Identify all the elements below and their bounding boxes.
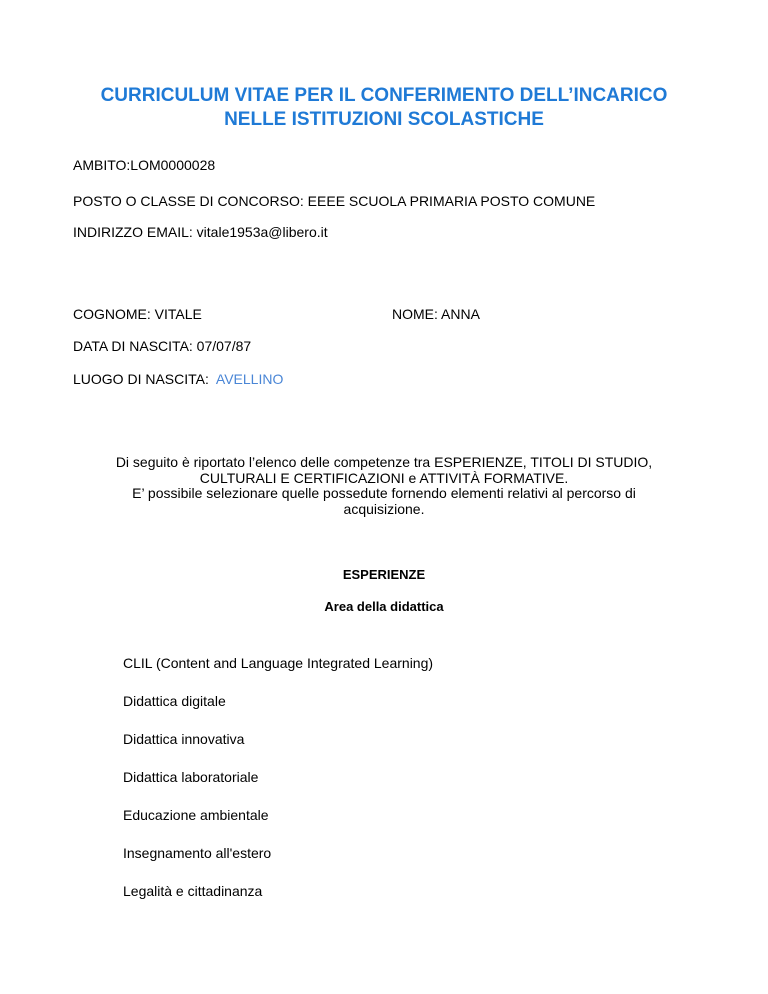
list-item: Insegnamento all'estero [123, 845, 272, 861]
document-title [0, 84, 768, 132]
intro-line-1: Di seguito è riportato l’elenco delle competenze tra ESPERIENZE, TITOLI DI STUDIO, [115, 454, 653, 470]
email-field: INDIRIZZO EMAIL: vitale1953a@libero.it [73, 224, 328, 240]
intro-paragraph [40, 455, 728, 517]
list-item: Didattica laboratoriale [123, 769, 259, 785]
luogo-nascita-field [73, 371, 283, 388]
list-item: CLIL (Content and Language Integrated Learning) [123, 655, 434, 671]
list-item: Educazione ambientale [123, 807, 269, 823]
ambito-field: AMBITO:LOM0000028 [73, 157, 216, 173]
competenze-list [123, 655, 433, 921]
cognome-field: COGNOME: VITALE [73, 306, 202, 322]
section-subheading-area: Area della didattica [324, 599, 444, 614]
intro-line-4: acquisizione. [343, 500, 425, 517]
list-item: Didattica innovativa [123, 731, 245, 747]
list-item: Legalità e cittadinanza [123, 883, 263, 899]
luogo-nascita-value: AVELLINO [215, 371, 284, 387]
posto-classe-field: POSTO O CLASSE DI CONCORSO: EEEE SCUOLA PRIMARIA POSTO COMUNE [73, 193, 596, 209]
title-line-2: NELLE ISTITUZIONI SCOLASTICHE [224, 109, 544, 130]
nome-field: NOME: ANNA [392, 306, 480, 322]
title-line-1: CURRICULUM VITAE PER IL CONFERIMENTO DELL’INCARICO [100, 85, 668, 106]
intro-line-3: E’ possibile selezionare quelle possedute fornendo elementi relativi al percorso di [132, 485, 636, 501]
intro-line-2: CULTURALI E CERTIFICAZIONI e ATTIVITÀ FORMATIVE. [199, 469, 569, 486]
section-heading-esperienze: ESPERIENZE [342, 567, 426, 582]
list-item: Didattica digitale [123, 693, 226, 709]
data-nascita-field: DATA DI NASCITA: 07/07/87 [73, 338, 252, 354]
luogo-nascita-label: LUOGO DI NASCITA: [73, 371, 216, 387]
